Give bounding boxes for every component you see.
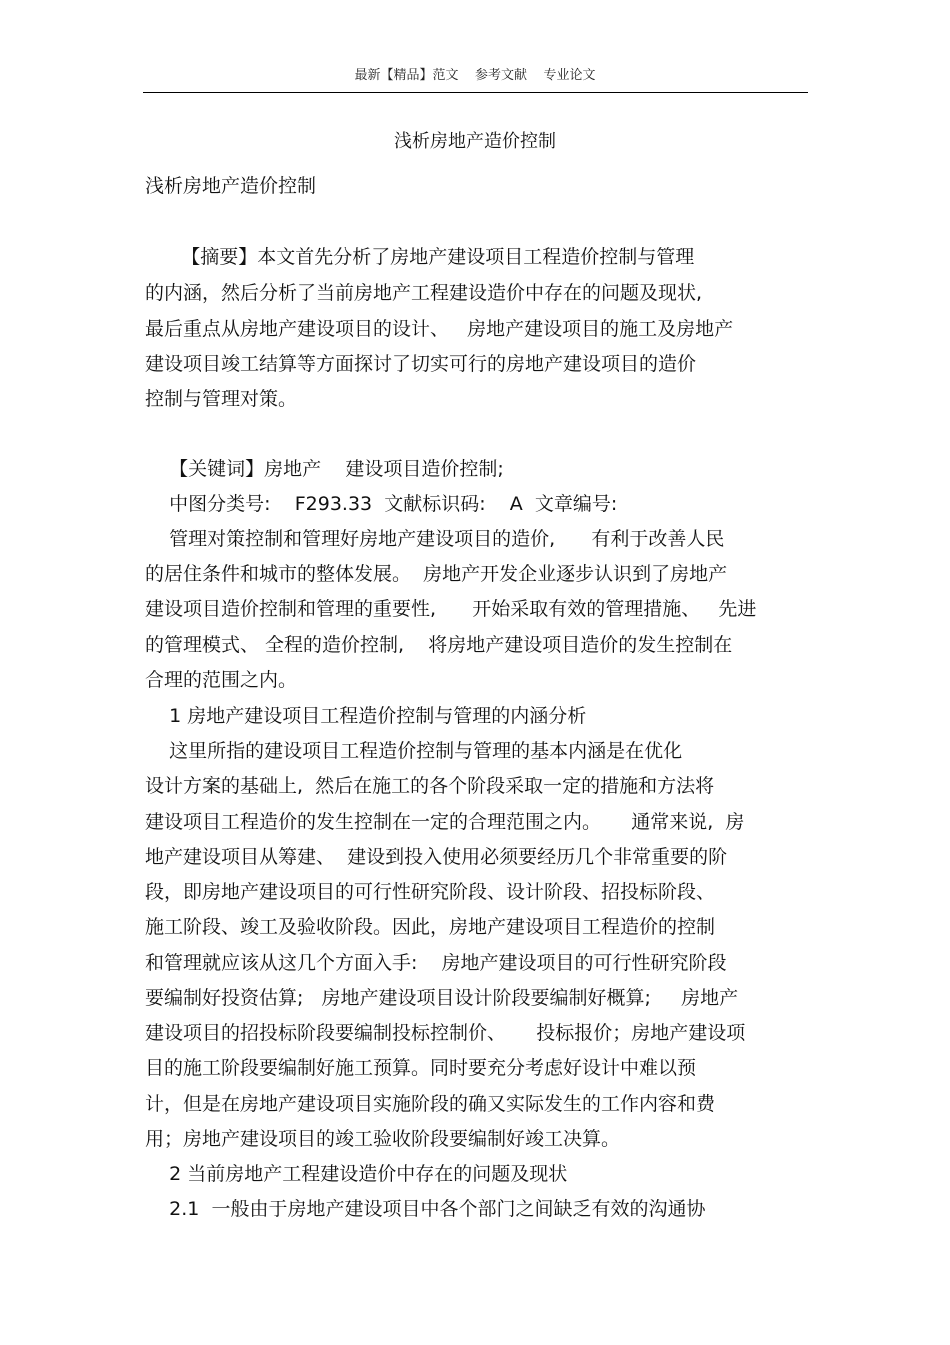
body-line: 的管理模式、 全程的造价控制, 将房地产建设项目造价的发生控制在	[145, 634, 733, 656]
body-line: 建设项目的招投标阶段要编制投标控制价、 投标报价；房地产建设项	[145, 1022, 746, 1044]
body-line: 要编制好投资估算; 房地产建设项目设计阶段要编制好概算; 房地产	[145, 987, 739, 1009]
abstract-line: 控制与管理对策。	[145, 388, 298, 410]
document-title: 浅析房地产造价控制	[394, 131, 556, 152]
document-subtitle: 浅析房地产造价控制	[145, 175, 317, 197]
body-line: 建设项目造价控制和管理的重要性, 开始采取有效的管理措施、 先进	[145, 598, 757, 620]
body-line: 建设项目工程造价的发生控制在一定的合理范围之内。 通常来说, 房	[145, 811, 745, 833]
section-heading: 2 当前房地产工程建设造价中存在的问题及现状	[145, 1163, 568, 1185]
body-line: 施工阶段、竣工及验收阶段。因此，房地产建设项目工程造价的控制	[145, 916, 716, 938]
abstract-line: 最后重点从房地产建设项目的设计、 房地产建设项目的施工及房地产	[145, 318, 734, 340]
body-line: 目的施工阶段要编制好施工预算。同时要充分考虑好设计中难以预	[145, 1057, 697, 1079]
body-line: 合理的范围之内。	[145, 669, 298, 691]
classification-line: 中图分类号: F293.33 文献标识码: A 文章编号:	[145, 493, 618, 515]
body-line: 这里所指的建设项目工程造价控制与管理的基本内涵是在优化	[145, 740, 683, 762]
body-line: 地产建设项目从筹建、 建设到投入使用必须要经历几个非常重要的阶	[145, 846, 728, 868]
page-header: 最新【精品】范文 参考文献 专业论文	[354, 68, 596, 83]
body-line: 段，即房地产建设项目的可行性研究阶段、设计阶段、招投标阶段、	[145, 881, 716, 903]
section-heading: 1 房地产建设项目工程造价控制与管理的内涵分析	[145, 705, 587, 727]
subsection-line: 2.1 一般由于房地产建设项目中各个部门之间缺乏有效的沟通协	[145, 1198, 706, 1220]
body-line: 和管理就应该从这几个方面入手: 房地产建设项目的可行性研究阶段	[145, 952, 727, 974]
abstract-line: 的内涵，然后分析了当前房地产工程建设造价中存在的问题及现状,	[145, 282, 703, 304]
body-line: 管理对策控制和管理好房地产建设项目的造价, 有利于改善人民	[145, 528, 725, 550]
keywords-line: 【关键词】房地产 建设项目造价控制;	[145, 458, 504, 480]
abstract-line: 建设项目竣工结算等方面探讨了切实可行的房地产建设项目的造价	[145, 353, 697, 375]
abstract-line: 【摘要】本文首先分析了房地产建设项目工程造价控制与管理	[145, 246, 695, 268]
body-line: 的居住条件和城市的整体发展。 房地产开发企业逐步认识到了房地产	[145, 563, 728, 585]
header-divider	[143, 92, 808, 93]
body-line: 用；房地产建设项目的竣工验收阶段要编制好竣工决算。	[145, 1128, 621, 1150]
body-line: 设计方案的基础上, 然后在施工的各个阶段采取一定的措施和方法将	[145, 775, 715, 797]
body-line: 计，但是在房地产建设项目实施阶段的确又实际发生的工作内容和费	[145, 1093, 716, 1115]
